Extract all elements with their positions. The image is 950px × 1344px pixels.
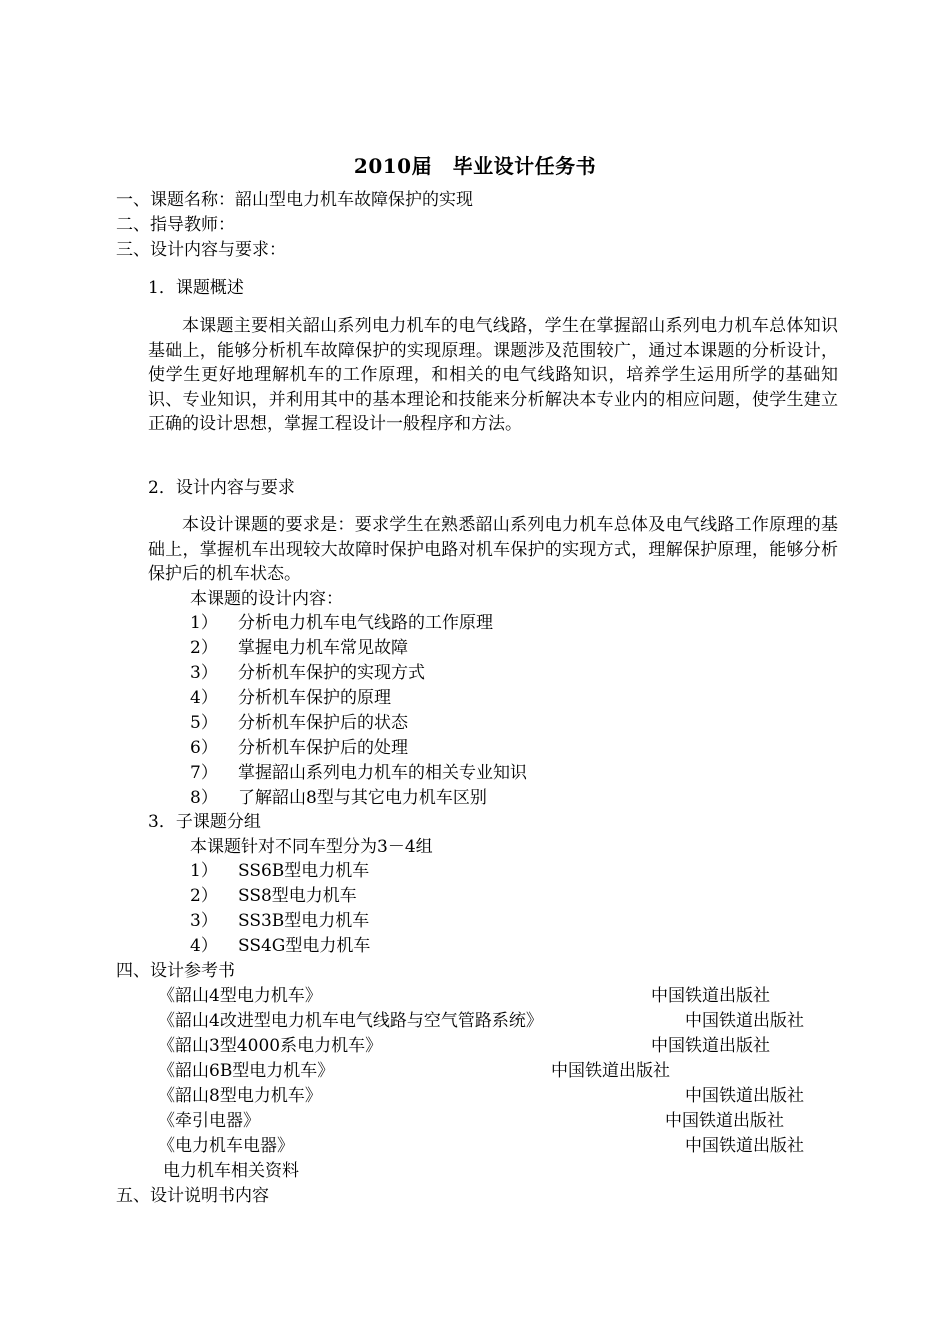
- list-item: [190, 661, 425, 685]
- list-item-number: 4）: [190, 688, 218, 708]
- reference-publisher: 中国铁道出版社: [685, 1086, 804, 1106]
- list-item-number: 4）: [190, 936, 218, 956]
- list-item: [190, 884, 357, 908]
- reference-publisher: 中国铁道出版社: [665, 1111, 784, 1131]
- reference-title: 《韶山8型电力机车》: [158, 1086, 322, 1106]
- list-item-number: 2）: [190, 638, 218, 658]
- reference-publisher: 中国铁道出版社: [651, 986, 770, 1006]
- list-item: [190, 711, 408, 735]
- subsection-subtopic-heading: 3．子课题分组: [148, 812, 261, 832]
- reference-publisher: 中国铁道出版社: [551, 1061, 670, 1081]
- reference-title: 《韶山4改进型电力机车电气线路与空气管路系统》: [158, 1011, 543, 1031]
- reference-title: 《牵引电器》: [158, 1111, 260, 1131]
- reference-publisher: 中国铁道出版社: [685, 1136, 804, 1156]
- list-item-text: 分析机车保护后的处理: [238, 738, 408, 758]
- list-item-number: 3）: [190, 911, 218, 931]
- subtopic-intro: 本课题针对不同车型分为3－4组: [190, 837, 433, 857]
- reference-title: 《韶山4型电力机车》: [158, 986, 322, 1006]
- list-item-text: 掌握韶山系列电力机车的相关专业知识: [238, 763, 527, 783]
- list-item-text: SS6B型电力机车: [238, 861, 370, 881]
- list-item-number: 1）: [190, 861, 218, 881]
- subsection-requirements-heading: 2．设计内容与要求: [148, 478, 295, 498]
- section-advisor: 二、指导教师：: [116, 215, 235, 235]
- list-item-text: 分析机车保护的原理: [238, 688, 391, 708]
- list-item: [190, 761, 527, 785]
- reference-title: 《电力机车电器》: [158, 1136, 294, 1156]
- subsection-overview-heading: 1．课题概述: [148, 278, 244, 298]
- list-item-number: 2）: [190, 886, 218, 906]
- overview-paragraph: 本课题主要相关韶山系列电力机车的电气线路，学生在掌握韶山系列电力机车总体知识基础上，能够分析机车故障保护的实现原理。课题涉及范围较广，通过本课题的分析设计，使学生更好地理解机车的工作原理，和相关的电气线路知识，培养学生运用所学的基础知识、专业知识，并利用其中的基本理论和技能来分析解决本专业内的相应问题，使学生建立正确的设计思想，掌握工程设计一般程序和方法。: [148, 316, 838, 435]
- list-item-text: 分析机车保护后的状态: [238, 713, 408, 733]
- section-references: 四、设计参考书: [116, 961, 235, 981]
- list-item-text: SS3B型电力机车: [238, 911, 370, 931]
- list-item-text: 分析机车保护的实现方式: [238, 663, 425, 683]
- section-design-content: 三、设计内容与要求：: [116, 240, 286, 260]
- section-design-manual: 五、设计说明书内容: [116, 1186, 269, 1206]
- requirements-paragraph: 本设计课题的要求是：要求学生在熟悉韶山系列电力机车总体及电气线路工作原理的基础上，掌握机车出现较大故障时保护电路对机车保护的实现方式，理解保护原理，能够分析保护后的机车状态。: [148, 515, 838, 585]
- list-item: [190, 611, 493, 635]
- design-content-intro: 本课题的设计内容：: [190, 589, 343, 609]
- reference-publisher: 中国铁道出版社: [651, 1036, 770, 1056]
- list-item-number: 3）: [190, 663, 218, 683]
- list-item-text: 了解韶山8型与其它电力机车区别: [238, 788, 487, 808]
- list-item-number: 1）: [190, 613, 218, 633]
- list-item-text: SS4G型电力机车: [238, 936, 371, 956]
- section-topic-name: 一、课题名称：韶山型电力机车故障保护的实现: [116, 190, 473, 210]
- list-item-number: 6）: [190, 738, 218, 758]
- list-item-number: 5）: [190, 713, 218, 733]
- reference-extra: 电力机车相关资料: [163, 1161, 299, 1181]
- reference-title: 《韶山3型4000系电力机车》: [158, 1036, 383, 1056]
- list-item: [190, 686, 391, 710]
- list-item-text: SS8型电力机车: [238, 886, 357, 906]
- list-item: [190, 786, 487, 810]
- list-item-text: 掌握电力机车常见故障: [238, 638, 408, 658]
- list-item: [190, 934, 370, 958]
- reference-publisher: 中国铁道出版社: [685, 1011, 804, 1031]
- reference-title: 《韶山6B型电力机车》: [158, 1061, 335, 1081]
- list-item: [190, 736, 408, 760]
- document-title: 2010届 毕业设计任务书: [353, 154, 597, 178]
- list-item-text: 分析电力机车电气线路的工作原理: [238, 613, 493, 633]
- list-item: [190, 859, 369, 883]
- list-item: [190, 636, 408, 660]
- list-item-number: 7）: [190, 763, 218, 783]
- list-item: [190, 909, 369, 933]
- list-item-number: 8）: [190, 788, 218, 808]
